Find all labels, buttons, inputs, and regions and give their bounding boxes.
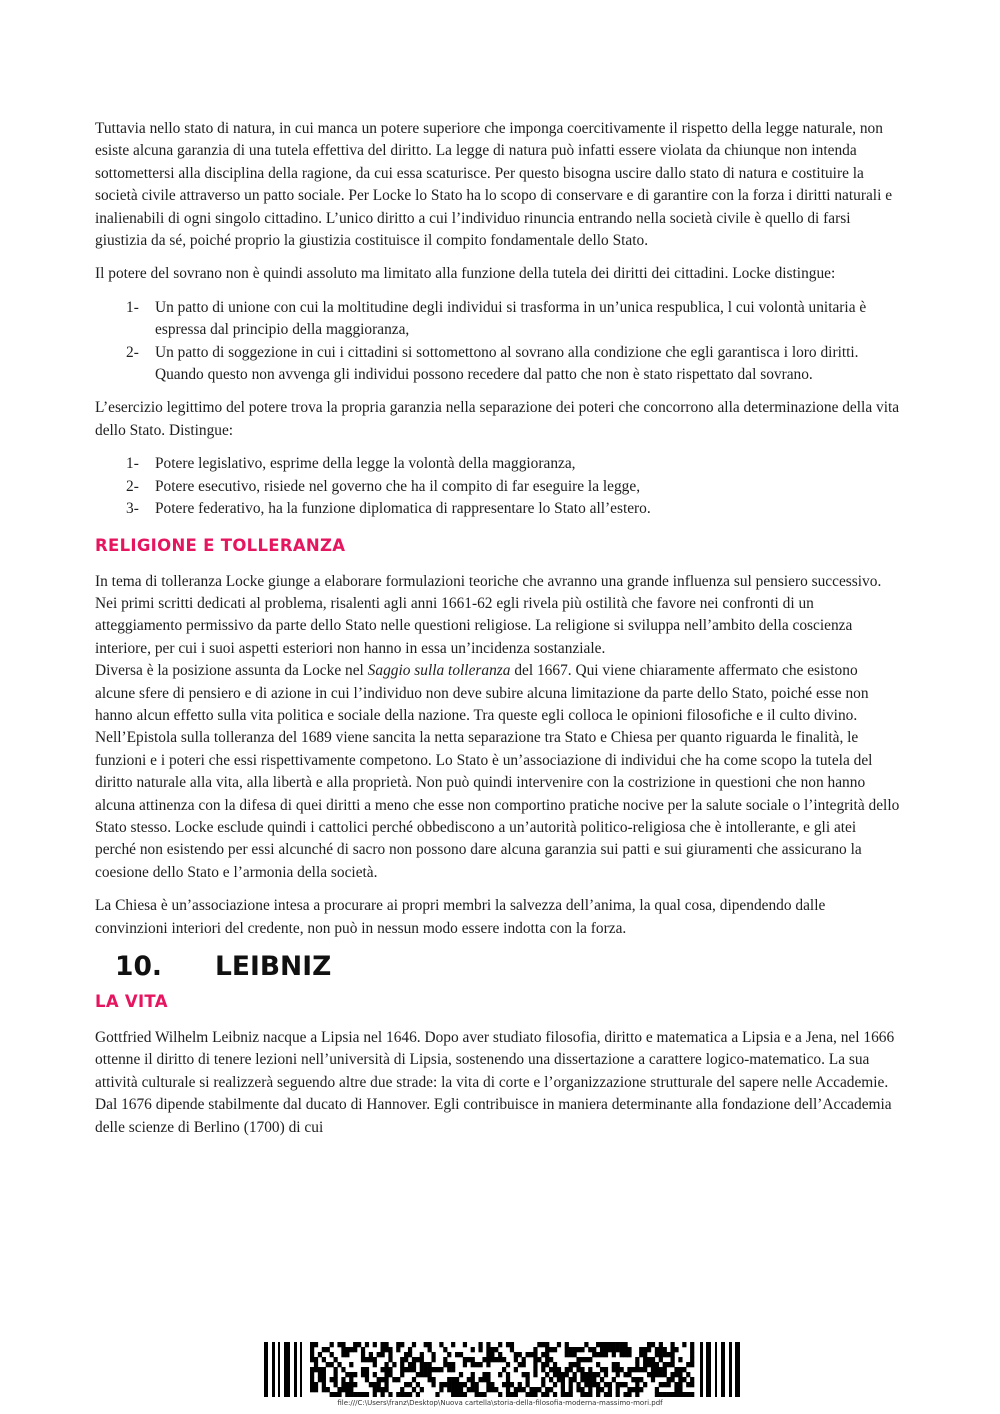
footer-file-path: file:///C:\Users\franz\Desktop\Nuova cartella\storia-della-filosofia-moderna-massimo-mori.pdf — [337, 1399, 663, 1407]
list-item — [95, 476, 901, 498]
text-run: del 1667. Qui viene chiaramente affermato che esistono alcune sfere di pensiero e di azione in cui l’individuo non deve subire alcuna limitazione da parte dello Stato, poiché esse non hanno alcun effetto sulla vita politica e sociale della nazione. Tra queste egli colloca le opinioni filosofiche e il culto divino. — [95, 662, 869, 724]
text-run: Diversa è la posizione assunta da Locke nel — [95, 662, 368, 680]
paragraph-tolleranza: In tema di tolleranza Locke giunge a elaborare formulazioni teoriche che avranno una grande influenza sul pensiero successivo. Nei primi scritti dedicati al problema, risalenti agli anni 1661-62 egli rivela più ostilità che favore nei confronti di un atteggiamento permissivo da parte dello Stato nelle questioni religiose. La religione si sviluppa nell’ambito della coscienza interiore, per cui i suoi aspetti esteriori non hanno in essa un’incidenza sostanziale. — [95, 572, 882, 657]
list-item-number: 1- — [126, 455, 139, 473]
list-item-text: Potere esecutivo, risiede nel governo che ha il compito di far eseguire la legge, — [155, 477, 641, 495]
paragraph-epistola: Nell’Epistola sulla tolleranza del 1689 viene sancita la netta separazione tra Stato e Chiesa per quanto riguarda le finalità, le funzioni e i poteri che essi rispettivamente competono. Lo Stato è un’associazione di individui che ha come scopo la tutela del diritto naturale alla vita, alla libertà e alla proprietà. Non può quindi intervenire con la costrizione in questioni che non hanno alcuna attinenza con la difesa di quei diritti a meno che esse non comportino pratiche nocive per la salute sociale o l’integrità dello Stato stesso. Locke esclude quindi i cattolici perché obbediscono a un’autorità politico-religiosa che è intollerante, e gli atei perché non esistendo per essi alcunché di sacro non possono dare alcuna garanzia sui patti e sui giuramenti che assicurano la coesione dello Stato e l’armonia della società. — [95, 729, 900, 881]
list-item-text: Potere legislativo, esprime della legge la volontà della maggioranza, — [155, 455, 576, 473]
section-heading-religione: RELIGIONE E TOLLERANZA — [95, 535, 346, 555]
chapter-title: LEIBNIZ — [215, 951, 332, 982]
paragraph-saggio-tolleranza — [95, 660, 901, 727]
list-item — [95, 498, 901, 520]
paragraph-leibniz-vita: Gottfried Wilhelm Leibniz nacque a Lipsia nel 1646. Dopo aver studiato filosofia, diritto e matematica a Lipsia e a Jena, nel 1666 ottenne il diritto di tenere lezioni nell’università di Lipsia, sostenendo una dissertazione a carattere logico-matematico. La sua attività culturale si realizzerà seguendo altre due strade: la vita di corte e l’organizzazione strutturale del sapere nelle Accademie. Dal 1676 dipende stabilmente dal ducato di Hannover. Egli contribuisce in maniera determinante alla fondazione dell’Accademia delle scienze di Berlino (1700) di cui — [95, 1029, 895, 1136]
paragraph-stato-di-natura: Tuttavia nello stato di natura, in cui manca un potere superiore che imponga coercitivamente il rispetto della legge naturale, non esiste alcuna garanzia di una tutela effettiva del diritto. La legge di natura può infatti essere violata da chiunque non intenda sottomettersi alla disciplina della ragione, da cui essa scaturisce. Per questo bisogna uscire dallo stato di natura e costituire la società civile attraverso un patto sociale. Per Locke lo Stato ha lo scopo di conservare e di garantire con la forza i diritti naturali e inalienabili di ogni singolo cittadino. L’unico diritto a cui l’individuo rinuncia entrando nella società civile è quello di farsi giustizia da sé, poiché proprio la giustizia costituisce il compito fondamentale dello Stato. — [95, 120, 893, 250]
list-item-number: 3- — [126, 500, 139, 518]
list-item-text: Potere federativo, ha la funzione diplomatica di rappresentare lo Stato all’estero. — [155, 500, 651, 518]
list-item — [95, 342, 901, 387]
chapter-number: 10. — [115, 951, 162, 982]
list-item-text: Un patto di soggezione in cui i cittadini si sottomettono al sovrano alla condizione che egli garantisca i loro diritti. Quando questo non avvenga gli individui possono recedere dal patto che non è stato rispettato dal sovrano. — [155, 343, 859, 384]
list-item-number: 2- — [126, 477, 139, 495]
list-poteri — [95, 453, 901, 520]
section-heading-vita: LA VITA — [95, 992, 168, 1011]
list-item-number: 2- — [126, 343, 139, 361]
document-page — [95, 118, 901, 1150]
book-title: Saggio sulla tolleranza — [367, 662, 511, 680]
paragraph-chiesa: La Chiesa è un’associazione intesa a procurare ai propri membri la salvezza dell’anima, la qual cosa, dipendendo dalle convinzioni interiori del credente, non può in nessun modo essere indotta con la forza. — [95, 897, 826, 937]
paragraph-separazione-poteri: L’esercizio legittimo del potere trova la propria garanzia nella separazione dei poteri che concorrono alla determinazione della vita dello Stato. Distingue: — [95, 399, 900, 439]
list-patti — [95, 297, 901, 387]
list-item — [95, 297, 901, 342]
list-item-text: Un patto di unione con cui la moltitudine degli individui si trasforma in un’unica respublica, l cui volontà unitaria è espressa dal principio della maggioranza, — [155, 298, 867, 339]
chapter-heading — [115, 951, 901, 983]
list-item — [95, 453, 901, 475]
paragraph-potere-sovrano: Il potere del sovrano non è quindi assoluto ma limitato alla funzione della tutela dei diritti dei cittadini. Locke distingue: — [95, 265, 836, 283]
barcode-image — [264, 1342, 740, 1397]
list-item-number: 1- — [126, 298, 139, 316]
